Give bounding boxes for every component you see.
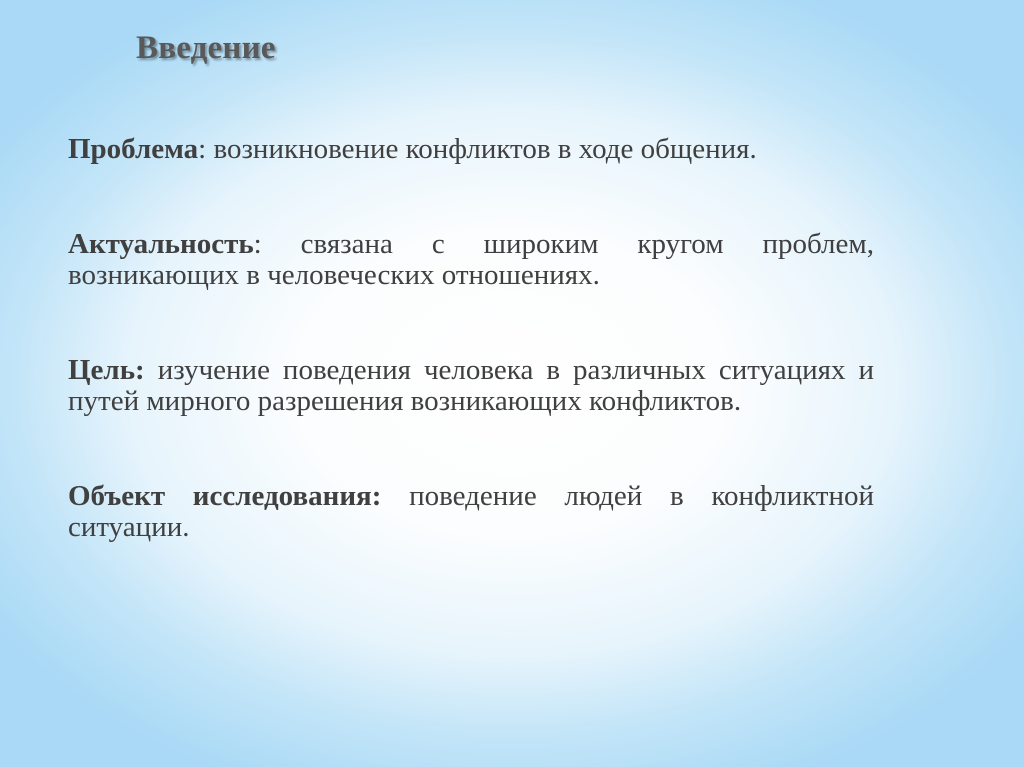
label-object: Объект исследования:: [68, 480, 382, 512]
label-relevance: Актуальность: [68, 228, 254, 260]
label-problem: Проблема: [68, 133, 199, 165]
paragraph-object: [68, 481, 874, 543]
text-goal: изучение поведения человека в различных ситуациях и путей мирного разрешения возникающих конфликтов.: [68, 354, 874, 417]
separator-problem: :: [198, 133, 207, 165]
paragraph-problem: [68, 134, 874, 165]
text-relevance: связана с широким кругом проблем, возникающих в человеческих отношениях.: [68, 228, 874, 291]
text-problem: возникновение конфликтов в ходе общения.: [206, 133, 757, 165]
slide-title: Введение: [136, 30, 276, 66]
text-object: поведение людей в конфликтной ситуации.: [68, 480, 875, 543]
paragraph-relevance: [68, 229, 874, 291]
label-goal: Цель:: [68, 354, 145, 386]
separator-relevance: :: [253, 228, 262, 260]
slide-content: [68, 134, 874, 607]
paragraph-goal: [68, 355, 874, 417]
